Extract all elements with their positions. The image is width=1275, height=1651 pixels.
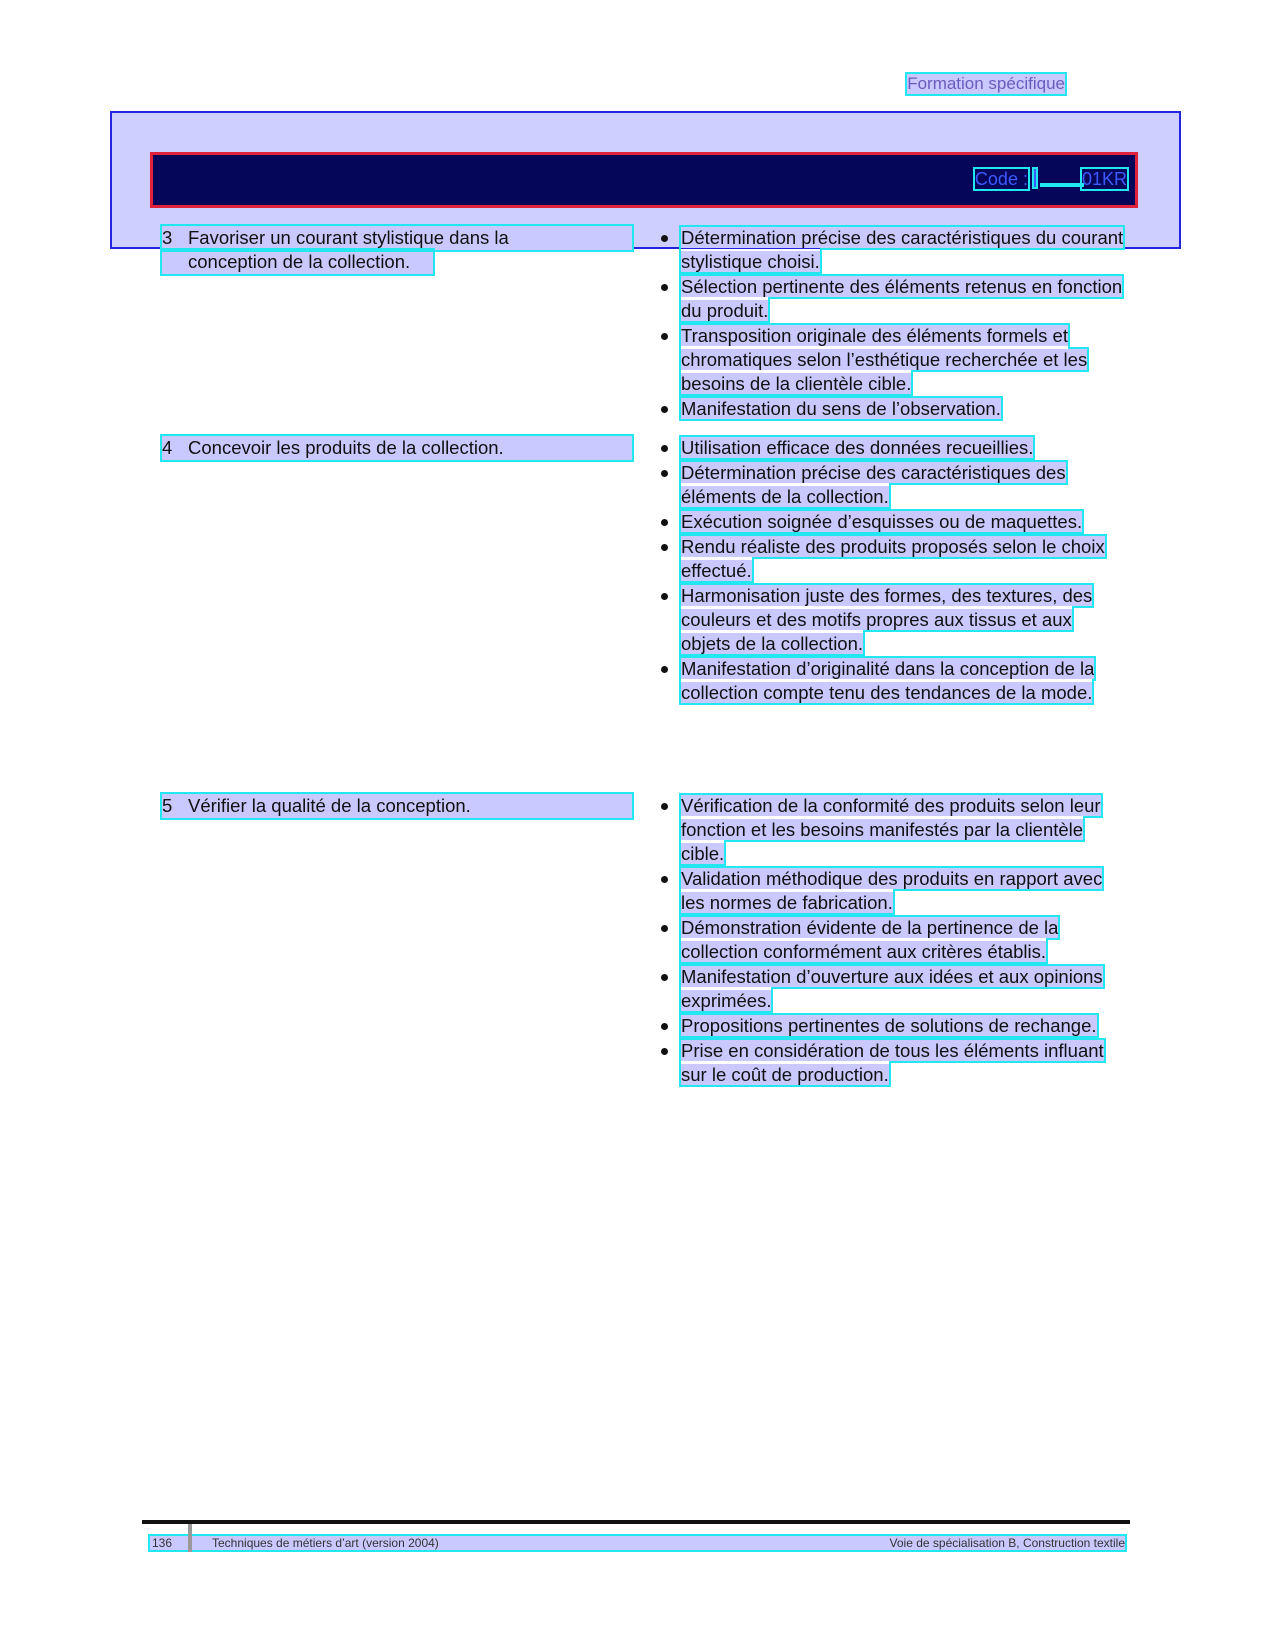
bullet-icon bbox=[661, 1048, 668, 1055]
bullet-icon bbox=[661, 1023, 668, 1030]
element-line-1 bbox=[162, 436, 632, 460]
criterion-item bbox=[659, 916, 1124, 964]
bullet-icon bbox=[661, 445, 668, 452]
page-footer bbox=[150, 1536, 1125, 1550]
criterion-item bbox=[659, 535, 1124, 583]
bullet-icon bbox=[661, 925, 668, 932]
criterion-item bbox=[659, 867, 1124, 915]
criterion-item bbox=[659, 1014, 1124, 1038]
section-header: Formation spécifique bbox=[907, 74, 1065, 93]
criterion-text: Propositions pertinentes de solutions de rechange. bbox=[681, 1015, 1097, 1036]
criterion-text: Manifestation d’originalité dans la conception de la collection compte tenu des tendances de la mode. bbox=[681, 658, 1095, 703]
footer-divider bbox=[188, 1524, 192, 1552]
criterion-text: Harmonisation juste des formes, des textures, des couleurs et des motifs propres aux tissus et aux objets de la collection. bbox=[681, 585, 1093, 654]
criterion-text: Détermination précise des caractéristiques du courant stylistique choisi. bbox=[681, 227, 1124, 272]
bullet-icon bbox=[661, 544, 668, 551]
bullet-icon bbox=[661, 470, 668, 477]
criterion-item bbox=[659, 324, 1124, 396]
element-statement bbox=[162, 226, 662, 274]
bullet-icon bbox=[661, 333, 668, 340]
bullet-icon bbox=[661, 406, 668, 413]
criterion-item bbox=[659, 794, 1124, 866]
criterion-item bbox=[659, 1039, 1124, 1087]
bullet-icon bbox=[661, 284, 668, 291]
criterion-item bbox=[659, 657, 1124, 705]
criteria-list bbox=[659, 436, 1124, 706]
criteria-list bbox=[659, 794, 1124, 1088]
document-title: Techniques de métiers d’art (version 2004) bbox=[212, 1536, 439, 1550]
element-text: Vérifier la qualité de la conception. bbox=[188, 795, 471, 816]
criterion-text: Manifestation du sens de l’observation. bbox=[681, 398, 1001, 419]
criterion-item bbox=[659, 397, 1124, 421]
criterion-text: Exécution soignée d’esquisses ou de maquettes. bbox=[681, 511, 1083, 532]
code-label: Code : bbox=[974, 169, 1028, 189]
criterion-text: Transposition originale des éléments formels et chromatiques selon l’esthétique recherchée et les besoins de la clientèle cible. bbox=[681, 325, 1088, 394]
element-line-2 bbox=[162, 250, 433, 274]
bullet-icon bbox=[661, 876, 668, 883]
criterion-text: Démonstration évidente de la pertinence de la collection conformément aux critères établis. bbox=[681, 917, 1059, 962]
criterion-item bbox=[659, 510, 1124, 534]
element-text-cont: conception de la collection. bbox=[188, 251, 411, 272]
criterion-text: Rendu réaliste des produits proposés selon le choix effectué. bbox=[681, 536, 1105, 581]
code-value: 01KR bbox=[1081, 169, 1127, 189]
element-number: 5 bbox=[162, 795, 173, 816]
criterion-text: Validation méthodique des produits en rapport avec les normes de fabrication. bbox=[681, 868, 1103, 913]
criterion-item bbox=[659, 461, 1124, 509]
criterion-item bbox=[659, 584, 1124, 656]
criterion-text: Utilisation efficace des données recueillies. bbox=[681, 437, 1034, 458]
bullet-icon bbox=[661, 803, 668, 810]
bullet-icon bbox=[661, 235, 668, 242]
criterion-text: Vérification de la conformité des produits selon leur fonction et les besoins manifestés par la clientèle cible. bbox=[681, 795, 1101, 864]
criterion-text: Manifestation d’ouverture aux idées et aux opinions exprimées. bbox=[681, 966, 1103, 1011]
footer-rule bbox=[142, 1520, 1130, 1524]
criterion-text: Prise en considération de tous les éléments influant sur le coût de production. bbox=[681, 1040, 1104, 1085]
voie-label: Voie de spécialisation B, Construction textile bbox=[889, 1536, 1125, 1550]
element-statement bbox=[162, 436, 662, 460]
criteria-list bbox=[659, 226, 1124, 422]
element-statement bbox=[162, 794, 662, 818]
element-number: 3 bbox=[162, 227, 173, 248]
code-line bbox=[975, 169, 1127, 190]
element-text: Concevoir les produits de la collection. bbox=[188, 437, 504, 458]
element-line-1 bbox=[162, 794, 632, 818]
bullet-icon bbox=[661, 974, 668, 981]
page-number: 136 bbox=[152, 1536, 173, 1550]
title-bar bbox=[150, 152, 1138, 208]
criterion-item bbox=[659, 226, 1124, 274]
criterion-text: Sélection pertinente des éléments retenus en fonction du produit. bbox=[681, 276, 1123, 321]
code-separator bbox=[1034, 169, 1036, 187]
bullet-icon bbox=[661, 519, 668, 526]
criterion-item bbox=[659, 436, 1124, 460]
bullet-icon bbox=[661, 593, 668, 600]
criterion-text: Détermination précise des caractéristiques des éléments de la collection. bbox=[681, 462, 1066, 507]
element-text: Favoriser un courant stylistique dans la bbox=[188, 227, 509, 248]
element-number: 4 bbox=[162, 437, 173, 458]
element-line-1 bbox=[162, 226, 632, 250]
criterion-item bbox=[659, 965, 1124, 1013]
bullet-icon bbox=[661, 666, 668, 673]
criterion-item bbox=[659, 275, 1124, 323]
